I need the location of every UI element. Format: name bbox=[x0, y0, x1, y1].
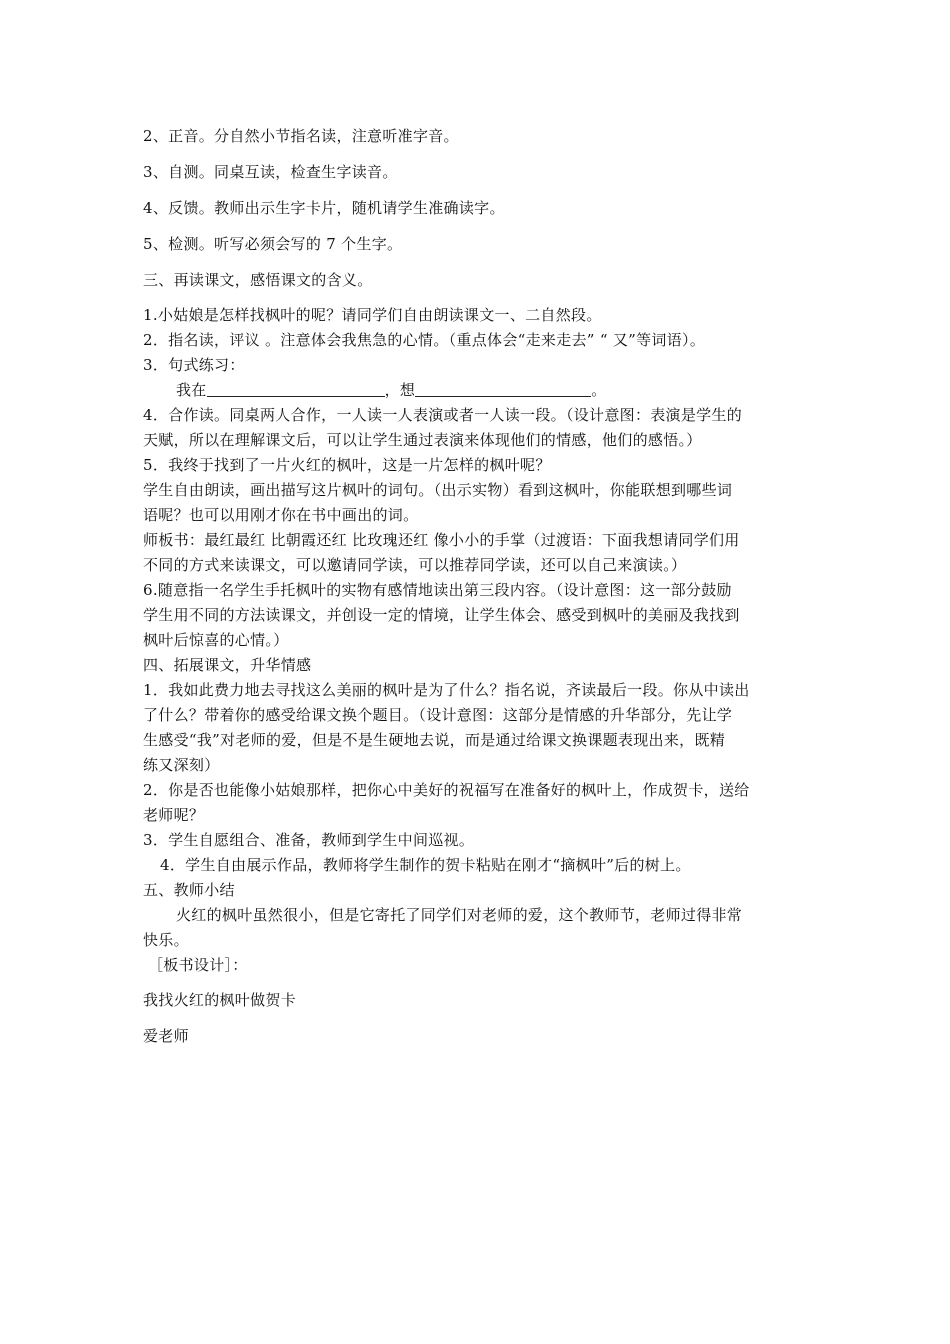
sentence-pattern bbox=[176, 380, 846, 400]
text-line: 2、正音。分自然小节指名读，注意听准字音。 bbox=[143, 127, 459, 145]
blackboard-subtitle: 爱老师 bbox=[143, 1027, 189, 1045]
text-line: 2．你是否也能像小姑娘那样，把你心中美好的祝福写在准备好的枫叶上，作成贺卡，送给 bbox=[143, 781, 750, 799]
text-line: 练又深刻） bbox=[143, 756, 220, 774]
pattern-end: 。 bbox=[591, 381, 607, 399]
text-line: 3、自测。同桌互读，检查生字读音。 bbox=[143, 163, 398, 181]
blackboard-design-label: ［板书设计］： bbox=[148, 956, 248, 974]
text-line: 4．学生自由展示作品，教师将学生制作的贺卡粘贴在刚才“摘枫叶”后的树上。 bbox=[160, 856, 691, 874]
section-heading: 四、拓展课文，升华情感 bbox=[143, 656, 312, 674]
text-line: 语呢？也可以用刚才你在书中画出的词。 bbox=[143, 506, 419, 524]
text-line: 1．我如此费力地去寻找这么美丽的枫叶是为了什么？指名说，齐读最后一段。你从中读出 bbox=[143, 681, 750, 699]
text-line: 学生用不同的方法读课文，并创设一定的情境，让学生体会、感受到枫叶的美丽及我找到 bbox=[143, 606, 740, 624]
section-heading: 五、教师小结 bbox=[143, 881, 235, 899]
pattern-middle: ，想 bbox=[384, 381, 416, 399]
text-line: 生感受“我”对老师的爱，但是不是生硬地去说，而是通过给课文换课题表现出来，既精 bbox=[143, 731, 726, 749]
blank-line bbox=[415, 382, 591, 397]
text-line: 不同的方式来读课文，可以邀请同学读，可以推荐同学读，还可以自己来演读。） bbox=[143, 556, 687, 574]
text-line: 5、检测。听写必须会写的 7 个生字。 bbox=[143, 235, 403, 253]
text-line: 了什么？带着你的感受给课文换个题目。（设计意图：这部分是情感的升华部分，先让学 bbox=[143, 706, 733, 724]
text-line: 火红的枫叶虽然很小，但是它寄托了同学们对老师的爱，这个教师节，老师过得非常 bbox=[176, 906, 743, 924]
blank-line bbox=[207, 382, 385, 397]
section-heading: 三、再读课文，感悟课文的含义。 bbox=[143, 271, 373, 289]
text-line: 2．指名读，评议 。注意体会我焦急的心情。（重点体会“走来走去” “ 又”等词语）。 bbox=[143, 331, 706, 349]
text-line: 学生自由朗读，画出描写这片枫叶的词句。（出示实物）看到这枫叶，你能联想到哪些词 bbox=[143, 481, 733, 499]
text-line: 3．句式练习： bbox=[143, 356, 245, 374]
text-line: 4、反馈。教师出示生字卡片，随机请学生准确读字。 bbox=[143, 199, 505, 217]
blackboard-title: 我找火红的枫叶做贺卡 bbox=[143, 991, 297, 1009]
text-line: 5．我终于找到了一片火红的枫叶，这是一片怎样的枫叶呢？ bbox=[143, 456, 551, 474]
pattern-prefix: 我在 bbox=[176, 381, 207, 399]
text-line: 4．合作读。同桌两人合作，一人读一人表演或者一人读一段。（设计意图：表演是学生的 bbox=[143, 406, 743, 424]
text-line: 师板书：最红最红 比朝霞还红 比玫瑰还红 像小小的手掌（过渡语：下面我想请同学们用 bbox=[143, 531, 740, 549]
text-line: 天赋，所以在理解课文后，可以让学生通过表演来体现他们的情感，他们的感悟。） bbox=[143, 431, 702, 449]
text-line: 老师呢？ bbox=[143, 806, 205, 824]
text-line: 枫叶后惊喜的心情。） bbox=[143, 631, 289, 649]
text-line: 快乐。 bbox=[143, 931, 189, 949]
text-line: 3．学生自愿组合、准备，教师到学生中间巡视。 bbox=[143, 831, 475, 849]
text-line: 1.小姑娘是怎样找枫叶的呢？请同学们自由朗读课文一、二自然段。 bbox=[143, 306, 602, 324]
text-line: 6.随意指一名学生手托枫叶的实物有感情地读出第三段内容。（设计意图：这一部分鼓励 bbox=[143, 581, 732, 599]
